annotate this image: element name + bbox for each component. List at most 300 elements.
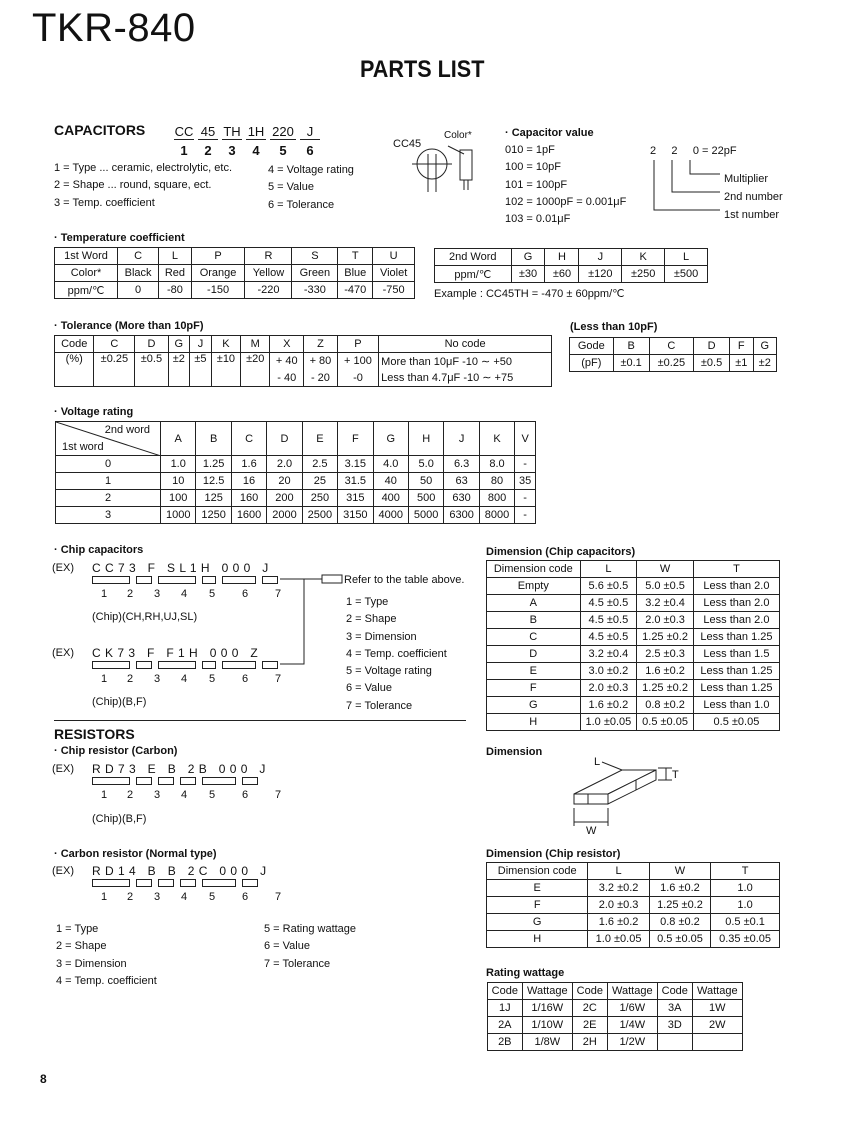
cap-value-line: 010 = 1pF — [505, 144, 555, 156]
code-box — [202, 661, 216, 669]
cell: C — [231, 422, 266, 456]
cell: 1J — [488, 1000, 523, 1017]
table-row — [487, 646, 780, 663]
cell: Dimension code — [487, 863, 588, 880]
temp-coef-2nd-table — [434, 248, 708, 283]
cell: 2W — [692, 1017, 742, 1034]
legend-item: 2 = Shape — [346, 613, 397, 626]
page-number: 8 — [40, 1072, 47, 1086]
table-row — [56, 422, 536, 456]
cap-value-heading: · Capacitor value — [505, 127, 594, 139]
table-row — [488, 1000, 743, 1017]
cell: 2500 — [302, 507, 337, 524]
cell: F — [338, 422, 373, 456]
code-part: J — [300, 124, 320, 140]
model-number: TKR-840 — [32, 6, 196, 50]
code-num: 4 — [180, 588, 188, 600]
cell: 35 — [515, 473, 536, 490]
cell: 1W — [692, 1000, 742, 1017]
temp-coef-heading: · Temperature coefficient — [54, 232, 185, 244]
cell: ±120 — [579, 266, 622, 283]
legend-item: 7 = Tolerance — [346, 699, 413, 712]
cell: Blue — [338, 265, 373, 282]
example-value: = 22pF — [702, 145, 737, 157]
cell: 2.0 ±0.3 — [637, 612, 694, 629]
legend-item: 4 = Temp. coefficient — [56, 974, 157, 987]
code-box — [262, 661, 278, 669]
table-row — [56, 473, 536, 490]
code-box — [158, 777, 174, 785]
table-row — [55, 353, 552, 370]
code-part: TH — [223, 124, 241, 139]
dim-L-label: L — [594, 756, 601, 768]
code-box — [202, 777, 236, 785]
cell: 2C — [572, 1000, 607, 1017]
cell: H — [545, 249, 579, 266]
cell: F — [730, 338, 753, 355]
cell: D — [267, 422, 302, 456]
corner-top-label: 2nd word — [104, 424, 150, 436]
cap-value-line: 101 = 100pF — [505, 178, 568, 191]
cell: 0.35 ±0.05 — [711, 931, 780, 948]
cell: 0.5 ±0.1 — [711, 914, 780, 931]
cell: Code — [657, 983, 692, 1000]
code-num: 7 — [274, 673, 282, 685]
code-box — [202, 576, 216, 584]
code-box — [180, 879, 196, 887]
voltage-heading: · Voltage rating — [54, 406, 134, 418]
page-title: PARTS LIST — [360, 56, 485, 83]
code-part: CC — [174, 124, 194, 139]
legend-item: 5 = Value — [268, 181, 314, 194]
resistor-legend-right — [264, 921, 356, 973]
cell: 40 — [373, 473, 408, 490]
dim-chip-caps-heading: Dimension (Chip capacitors) — [486, 546, 636, 558]
cell: 8000 — [479, 507, 514, 524]
cell: Green — [292, 265, 338, 282]
cell: P — [337, 336, 378, 353]
cell: Orange — [191, 265, 245, 282]
code-box — [136, 661, 152, 669]
cell: G — [487, 697, 581, 714]
cell: 4000 — [373, 507, 408, 524]
cell: Wattage — [522, 983, 572, 1000]
cell: -750 — [373, 282, 415, 299]
cell: 0.5 ±0.05 — [649, 931, 710, 948]
cell: ±250 — [622, 266, 665, 283]
code-num: 6 — [306, 143, 314, 158]
table-row — [56, 507, 536, 524]
cell: 3.2 ±0.4 — [580, 646, 637, 663]
cap-value-example — [650, 145, 737, 157]
cell: 80 — [479, 473, 514, 490]
cell: 1.6 ±0.2 — [649, 880, 710, 897]
chip-cap-legend — [346, 594, 447, 715]
cap-value-line: 103 = 0.01μF — [505, 213, 571, 226]
cell: 2000 — [267, 507, 302, 524]
cell: 100 — [161, 490, 196, 507]
rating-wattage-table — [487, 982, 743, 1051]
legend-item: 2 = Shape — [56, 940, 107, 953]
code-num: 6 — [241, 673, 249, 685]
cell: 3.2 ±0.2 — [588, 880, 649, 897]
cell: Violet — [373, 265, 415, 282]
code-box — [136, 879, 152, 887]
cell: S — [292, 248, 338, 265]
code-num: 4 — [180, 891, 188, 903]
cell: ±500 — [665, 266, 708, 283]
dim-chip-caps-table — [486, 560, 780, 731]
code-box — [92, 661, 130, 669]
capacitors-heading: CAPACITORS — [54, 122, 146, 138]
cap-value-list — [505, 142, 626, 228]
cell: L — [665, 249, 708, 266]
code-num: 5 — [208, 673, 216, 685]
code-num: 3 — [228, 143, 236, 158]
cell: K — [622, 249, 665, 266]
cell: - 20 — [304, 370, 338, 387]
cell: Color* — [55, 265, 118, 282]
carbon-resistor-code: R D 1 4 B B 2 C 0 0 0 J — [92, 864, 267, 878]
cell: Black — [117, 265, 158, 282]
chip-cap-code-2: C K 7 3 F F 1 H 0 0 0 Z — [92, 646, 259, 660]
ex-label: (EX) — [52, 647, 74, 659]
legend-item: 5 = Rating wattage — [264, 923, 357, 935]
cell: 6300 — [444, 507, 479, 524]
code-num: 1 — [100, 789, 108, 801]
cell: -0 — [337, 370, 378, 387]
cell: B — [487, 612, 581, 629]
cell: 1st Word — [55, 248, 118, 265]
code-num: 2 — [126, 891, 134, 903]
legend-item: 1 = Type — [346, 596, 389, 608]
cell: 2.0 ±0.3 — [588, 897, 649, 914]
cell: Dimension code — [487, 561, 581, 578]
table-row — [487, 680, 780, 697]
corner-cell — [56, 422, 161, 456]
cell: E — [302, 422, 337, 456]
cell: 1.0 — [161, 456, 196, 473]
cell: 1.0 ±0.05 — [588, 931, 649, 948]
code-box — [92, 576, 130, 584]
cell: M — [241, 336, 270, 353]
cell: 2 — [56, 490, 161, 507]
cell: V — [515, 422, 536, 456]
cell: -220 — [245, 282, 292, 299]
label-1st-number: 1st number — [724, 209, 780, 221]
table-row — [488, 1034, 743, 1051]
code-num: 5 — [208, 789, 216, 801]
table-row — [56, 490, 536, 507]
cc45-label: CC45 — [393, 138, 422, 150]
cell: 250 — [302, 490, 337, 507]
cell: 1/6W — [607, 1000, 657, 1017]
legend-item: 3 = Temp. coefficient — [54, 196, 155, 209]
code-box — [222, 576, 256, 584]
cell: 0.5 ±0.05 — [637, 714, 694, 731]
code-num: 6 — [241, 588, 249, 600]
cell: Yellow — [245, 265, 292, 282]
cell: K — [211, 336, 240, 353]
cell: A — [487, 595, 581, 612]
cell: Empty — [487, 578, 581, 595]
chip-resistor-code: R D 7 3 E B 2 B 0 0 0 J — [92, 762, 266, 776]
cell: 125 — [196, 490, 231, 507]
example-digit: 2 — [671, 145, 678, 157]
cell: H — [487, 714, 581, 731]
cell: 12.5 — [196, 473, 231, 490]
cell: 16 — [231, 473, 266, 490]
cell: Less than 1.25 — [693, 663, 779, 680]
chip-cap-note-1: (Chip)(CH,RH,UJ,SL) — [92, 611, 198, 623]
cell: G — [373, 422, 408, 456]
code-boxes — [92, 879, 258, 887]
table-row — [487, 578, 780, 595]
cell: Wattage — [692, 983, 742, 1000]
legend-item: 1 = Type — [56, 923, 99, 935]
cell: ±0.5 — [135, 353, 168, 387]
table-row — [487, 663, 780, 680]
cell: - 40 — [270, 370, 304, 387]
code-num: 3 — [153, 588, 161, 600]
table-row — [487, 561, 780, 578]
cell: C — [649, 338, 693, 355]
cell: ±2 — [753, 355, 777, 372]
cell: F — [487, 897, 588, 914]
cell: J — [579, 249, 622, 266]
code-num: 5 — [208, 891, 216, 903]
cell: ppm/℃ — [55, 282, 118, 299]
code-box — [202, 879, 236, 887]
cell: X — [270, 336, 304, 353]
temp-coef-example: Example : CC45TH = -470 ± 60ppm/℃ — [434, 288, 625, 300]
dimension-heading: Dimension — [486, 746, 543, 758]
cell: 0.8 ±0.2 — [637, 697, 694, 714]
cell: 0.8 ±0.2 — [649, 914, 710, 931]
table-row — [487, 914, 780, 931]
table-row — [570, 338, 777, 355]
cell: ppm/℃ — [435, 266, 512, 283]
cell: 25 — [302, 473, 337, 490]
code-num: 4 — [180, 789, 188, 801]
cell: 3 — [56, 507, 161, 524]
cell: L — [588, 863, 649, 880]
example-digit: 0 — [692, 145, 699, 157]
cell: G — [168, 336, 190, 353]
table-row — [55, 336, 552, 353]
cap-value-bracket — [648, 158, 728, 216]
capacitor-code — [174, 124, 320, 158]
cell: 2E — [572, 1017, 607, 1034]
cell: 2.5 — [302, 456, 337, 473]
cell: Less than 2.0 — [693, 612, 779, 629]
cell: P — [191, 248, 245, 265]
cell: + 40 — [270, 353, 304, 370]
cell: 5.6 ±0.5 — [580, 578, 637, 595]
cell: F — [487, 680, 581, 697]
chip-cap-code-1: C C 7 3 F S L 1 H 0 0 0 J — [92, 561, 269, 575]
cell: 1.6 ±0.2 — [580, 697, 637, 714]
cell: -470 — [338, 282, 373, 299]
code-nums — [92, 673, 292, 685]
cell: -330 — [292, 282, 338, 299]
section-divider — [54, 720, 466, 721]
cell: 200 — [267, 490, 302, 507]
legend-item: 7 = Tolerance — [264, 957, 331, 970]
code-part: 1H — [247, 124, 265, 139]
cell: G — [511, 249, 545, 266]
cap-value-line: 100 = 10pF — [505, 161, 561, 174]
chip-caps-heading: · Chip capacitors — [54, 544, 144, 556]
legend-item: 1 = Type ... ceramic, electrolytic, etc. — [54, 162, 233, 174]
code-box — [158, 879, 174, 887]
code-box — [92, 777, 130, 785]
ex-label: (EX) — [52, 865, 74, 877]
cap-legend-left — [54, 160, 232, 212]
code-box — [242, 879, 258, 887]
chip-cap-connector — [280, 572, 344, 666]
carbon-resistor-heading: · Carbon resistor (Normal type) — [54, 848, 217, 860]
label-multiplier: Multiplier — [724, 173, 769, 185]
cell: 1/2W — [607, 1034, 657, 1051]
cell: E — [487, 663, 581, 680]
cell: Wattage — [607, 983, 657, 1000]
cell: ±10 — [211, 353, 240, 387]
cell: ±1 — [730, 355, 753, 372]
table-row — [487, 880, 780, 897]
code-box — [158, 661, 196, 669]
cell: 1.6 ±0.2 — [588, 914, 649, 931]
table-row — [55, 282, 415, 299]
cell: T — [711, 863, 780, 880]
chip-resistor-note: (Chip)(B,F) — [92, 813, 147, 825]
legend-item: 2 = Shape ... round, square, ect. — [54, 179, 212, 192]
cell: 1.0 ±0.05 — [580, 714, 637, 731]
cell: 1.0 — [711, 880, 780, 897]
cell: Less than 1.0 — [693, 697, 779, 714]
code-part: 220 — [270, 124, 296, 140]
cell: -150 — [191, 282, 245, 299]
cell: 1/10W — [522, 1017, 572, 1034]
legend-item: 3 = Dimension — [56, 957, 127, 970]
dim-chip-res-heading: Dimension (Chip resistor) — [486, 848, 621, 860]
table-row — [487, 612, 780, 629]
cap-legend-right — [268, 162, 354, 214]
cell: 3.0 ±0.2 — [580, 663, 637, 680]
cell: H — [408, 422, 443, 456]
cell: Less than 1.25 — [693, 680, 779, 697]
cell: 160 — [231, 490, 266, 507]
code-num: 2 — [204, 143, 212, 158]
cell: 2A — [488, 1017, 523, 1034]
cell: Code — [488, 983, 523, 1000]
code-box — [136, 777, 152, 785]
cell: ±2 — [168, 353, 190, 387]
cell — [657, 1034, 692, 1051]
chip-resistor-heading: · Chip resistor (Carbon) — [54, 745, 178, 757]
cell: 400 — [373, 490, 408, 507]
code-num: 5 — [279, 143, 287, 158]
cell: A — [161, 422, 196, 456]
code-box — [242, 777, 258, 785]
cell: B — [196, 422, 231, 456]
code-num: 1 — [100, 673, 108, 685]
cell: R — [245, 248, 292, 265]
cell: L — [580, 561, 637, 578]
rating-wattage-heading: Rating wattage — [486, 967, 565, 979]
cell: ±0.25 — [94, 353, 135, 387]
cell: 4.5 ±0.5 — [580, 595, 637, 612]
code-box — [136, 576, 152, 584]
tolerance-small-table — [569, 337, 777, 372]
dim-W-label: W — [586, 825, 597, 837]
table-row — [570, 355, 777, 372]
code-num: 2 — [126, 673, 134, 685]
cell: 1.25 ±0.2 — [649, 897, 710, 914]
cell: 0.5 ±0.05 — [693, 714, 779, 731]
cell: 1250 — [196, 507, 231, 524]
code-num: 2 — [126, 588, 134, 600]
code-num: 3 — [153, 789, 161, 801]
capacitor-diagram — [408, 140, 488, 196]
chip-cap-note-2: (Chip)(B,F) — [92, 696, 147, 708]
cell: 5000 — [408, 507, 443, 524]
cell: 3D — [657, 1017, 692, 1034]
legend-item: 6 = Value — [346, 682, 392, 695]
cell: (%) — [55, 353, 94, 387]
tolerance-table — [54, 335, 552, 387]
cell: 3A — [657, 1000, 692, 1017]
cell: 2B — [488, 1034, 523, 1051]
legend-item: 6 = Value — [264, 940, 310, 953]
cell: 1.25 ±0.2 — [637, 629, 694, 646]
cell: 1.6 ±0.2 — [637, 663, 694, 680]
cell: C — [487, 629, 581, 646]
cell: ±5 — [190, 353, 212, 387]
cell: ±60 — [545, 266, 579, 283]
cell: ±0.1 — [613, 355, 649, 372]
cell: 63 — [444, 473, 479, 490]
table-row — [488, 983, 743, 1000]
code-box — [158, 576, 196, 584]
cell: J — [190, 336, 212, 353]
cell: Less than 1.25 — [693, 629, 779, 646]
cell: T — [338, 248, 373, 265]
cell: 1/4W — [607, 1017, 657, 1034]
table-row — [487, 897, 780, 914]
cell: C — [117, 248, 158, 265]
resistor-legend-left — [56, 921, 157, 990]
cell: G — [753, 338, 777, 355]
code-num: 7 — [274, 891, 282, 903]
cell: Gode — [570, 338, 614, 355]
ex-label: (EX) — [52, 763, 74, 775]
cell: + 100 — [337, 353, 378, 370]
table-row — [487, 714, 780, 731]
cell: 630 — [444, 490, 479, 507]
code-nums — [92, 891, 292, 903]
table-row — [488, 1017, 743, 1034]
code-part: 45 — [198, 124, 218, 140]
cell: - — [515, 490, 536, 507]
legend-item: 4 = Temp. coefficient — [346, 647, 447, 660]
cell: No code — [379, 336, 552, 353]
cell: 6.3 — [444, 456, 479, 473]
table-row — [487, 629, 780, 646]
cell: 1.25 — [196, 456, 231, 473]
table-row — [55, 265, 415, 282]
code-box — [180, 777, 196, 785]
